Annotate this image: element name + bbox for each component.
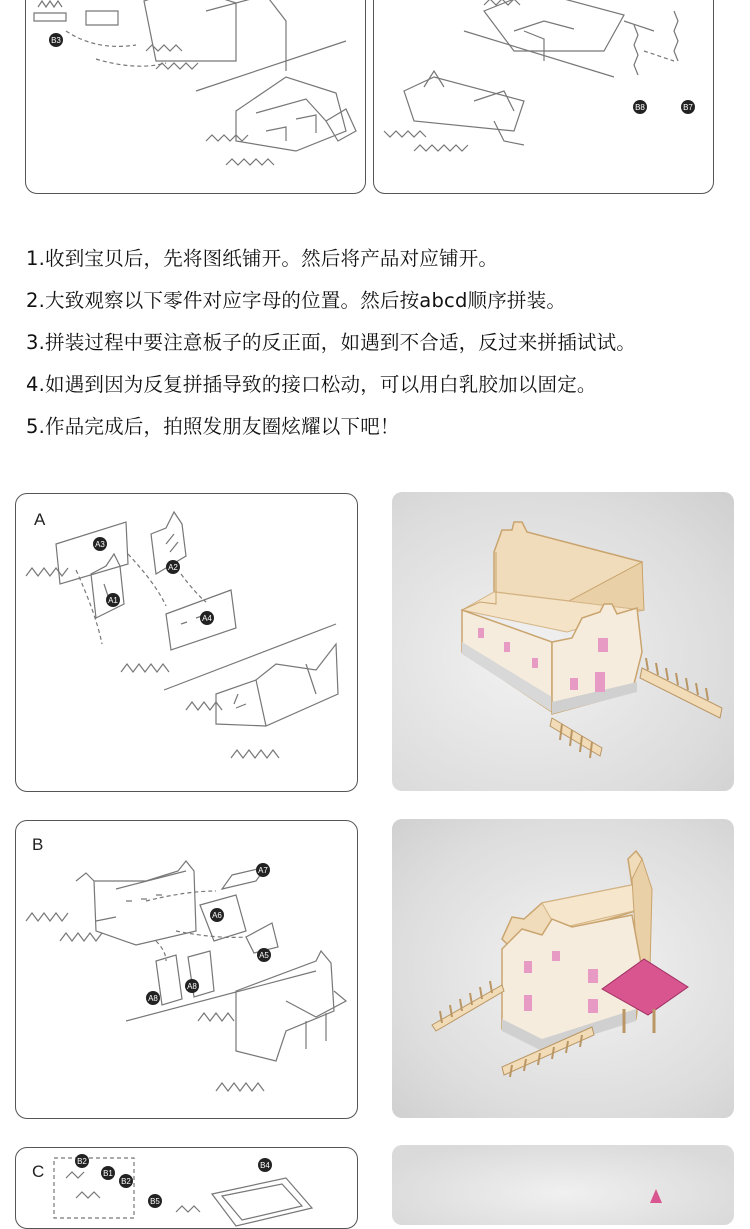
instruction-step-3: 3.拼装过程中要注意板子的反正面，如遇到不合适，反过来拼插试试。 <box>26 331 637 354</box>
instruction-step-4: 4.如遇到因为反复拼插导致的接口松动，可以用白乳胶加以固定。 <box>26 373 597 396</box>
house-model-b <box>392 819 734 1118</box>
callout-label: A5 <box>259 951 269 960</box>
top-diagram-left <box>25 0 366 194</box>
callout-label: B5 <box>150 1197 160 1206</box>
callout-label: B7 <box>683 103 693 112</box>
panel-label: C <box>32 1162 45 1181</box>
callout-label: B3 <box>51 36 61 45</box>
diagram-panel-c <box>15 1147 358 1229</box>
panel-label: A <box>34 510 46 529</box>
house-model-a <box>392 492 734 791</box>
callout-label: A8 <box>187 982 197 991</box>
instruction-step-2: 2.大致观察以下零件对应字母的位置。然后按abcd顺序拼装。 <box>26 289 567 312</box>
callout-label: A3 <box>95 540 105 549</box>
callout-label: A1 <box>108 596 118 605</box>
product-photo-c <box>392 1145 734 1225</box>
callout-label: A6 <box>212 911 222 920</box>
callout-label: A2 <box>168 563 178 572</box>
callout-label: B1 <box>103 1169 113 1178</box>
callout-label: B8 <box>635 103 645 112</box>
callout-label: B2 <box>77 1157 87 1166</box>
assembly-diagram-right <box>374 0 713 193</box>
callout-label: A7 <box>258 866 268 875</box>
instruction-list <box>26 238 736 448</box>
callout-label: A8 <box>148 994 158 1003</box>
assembly-diagram-left <box>26 0 365 193</box>
diagram-panel-a <box>15 493 358 792</box>
callout-label: B4 <box>260 1161 270 1170</box>
panel-label: B <box>32 835 44 854</box>
assembly-diagram-a <box>16 494 357 791</box>
house-model-c <box>392 1145 734 1225</box>
product-photo-a <box>392 492 734 791</box>
instruction-step-5: 5.作品完成后，拍照发朋友圈炫耀以下吧！ <box>26 415 400 438</box>
assembly-diagram-c <box>16 1148 357 1228</box>
top-diagram-right <box>373 0 714 194</box>
assembly-diagram-b <box>16 821 357 1118</box>
diagram-panel-b <box>15 820 358 1119</box>
instruction-step-1: 1.收到宝贝后，先将图纸铺开。然后将产品对应铺开。 <box>26 247 499 270</box>
callout-label: B2 <box>121 1177 131 1186</box>
callout-label: A4 <box>202 614 212 623</box>
product-photo-b <box>392 819 734 1118</box>
